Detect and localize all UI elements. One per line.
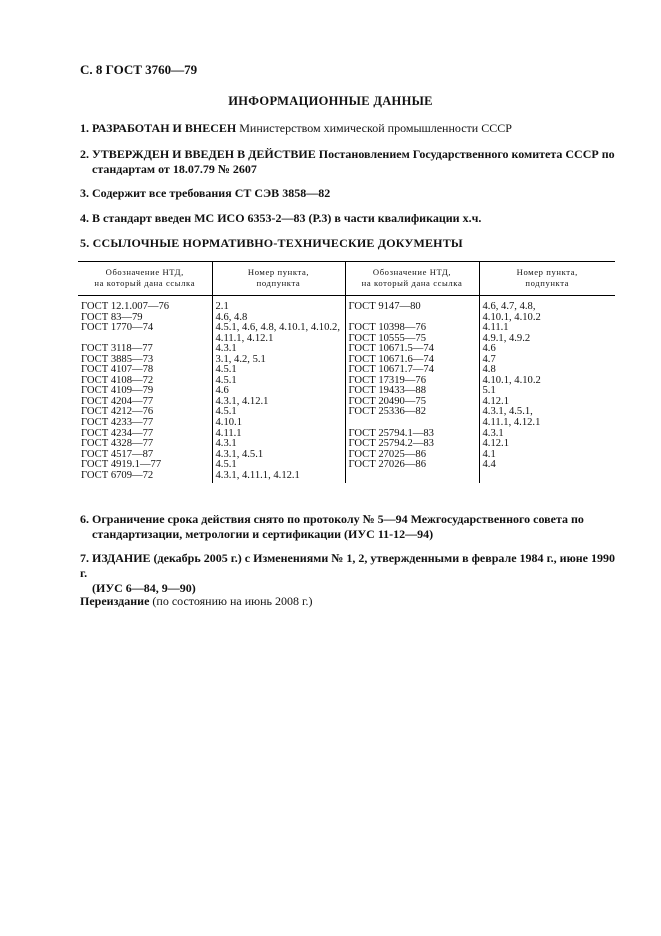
header-ntd: Обозначение НТД, на который дана ссылка bbox=[78, 262, 212, 296]
item-number: 2. bbox=[80, 147, 89, 161]
point-cell: 4.12.1 bbox=[479, 439, 615, 450]
ntd-cell: ГОСТ 19433—88 bbox=[345, 386, 479, 397]
point-cell: 4.11.1, 4.12.1 bbox=[212, 334, 345, 345]
page-header: С. 8 ГОСТ 3760—79 bbox=[80, 62, 198, 77]
ntd-cell: ГОСТ 4204—77 bbox=[81, 396, 154, 407]
ntd-cell: ГОСТ 4212—76 bbox=[81, 407, 154, 418]
item-bold-text: ИЗДАНИЕ bbox=[92, 551, 151, 565]
ntd-cell: ГОСТ 4233—77 bbox=[81, 418, 154, 429]
point-cell: 4.5.1 bbox=[212, 407, 345, 418]
ntd-cell bbox=[345, 471, 479, 484]
table-body bbox=[78, 296, 615, 484]
item-text: Министерством химической промышленности СССР bbox=[236, 121, 512, 135]
item-bold-text: УТВЕРЖДЕН И ВВЕДЕН В ДЕЙСТВИЕ bbox=[92, 147, 316, 161]
table-row bbox=[78, 313, 615, 324]
point-cell: 4.6 bbox=[479, 344, 615, 355]
section-title: ИНФОРМАЦИОННЫЕ ДАННЫЕ bbox=[228, 94, 433, 108]
table-row bbox=[78, 355, 615, 366]
item-text: Ограничение срока действия снято по протоколу № 5—94 Межгосударственного совета по bbox=[92, 512, 584, 526]
table-row bbox=[78, 460, 615, 471]
item-text-continuation: стандартам от 18.07.79 № 2607 bbox=[92, 162, 257, 176]
item-text-continuation: стандартизации, метрологии и сертификации (ИУС 11-12—94) bbox=[92, 527, 434, 541]
table-header-row bbox=[78, 262, 615, 296]
table-row bbox=[78, 418, 615, 429]
point-cell: 4.5.1 bbox=[212, 460, 345, 471]
ntd-cell: ГОСТ 10555—75 bbox=[345, 334, 479, 345]
point-cell: 4.10.1 bbox=[212, 418, 345, 429]
item-3 bbox=[80, 186, 615, 201]
item-number: 4. bbox=[80, 211, 89, 225]
ntd-cell: ГОСТ 10671.7—74 bbox=[345, 365, 479, 376]
ntd-cell: ГОСТ 6709—72 bbox=[81, 470, 154, 481]
ntd-cell: ГОСТ 83—79 bbox=[81, 312, 143, 323]
point-cell: 5.1 bbox=[479, 386, 615, 397]
table-row bbox=[78, 344, 615, 355]
ntd-cell: ГОСТ 3885—73 bbox=[81, 354, 154, 365]
ntd-cell: ГОСТ 4517—87 bbox=[81, 449, 154, 460]
ntd-cell: ГОСТ 27026—86 bbox=[345, 460, 479, 471]
ntd-cell: ГОСТ 10671.6—74 bbox=[345, 355, 479, 366]
point-cell: 4.11.1 bbox=[212, 429, 345, 440]
point-cell: 4.6 bbox=[212, 386, 345, 397]
item-text: Содержит все требования СТ СЭВ 3858—82 bbox=[92, 186, 331, 200]
point-cell: 4.4 bbox=[479, 460, 615, 471]
item-bold-text: ССЫЛОЧНЫЕ НОРМАТИВНО-ТЕХНИЧЕСКИЕ ДОКУМЕНТЫ bbox=[92, 236, 463, 250]
ntd-cell: ГОСТ 27025—86 bbox=[345, 450, 479, 461]
item-6 bbox=[80, 512, 615, 542]
point-cell: 4.12.1 bbox=[479, 397, 615, 408]
ntd-cell: ГОСТ 4109—79 bbox=[81, 386, 154, 397]
item-number: 3. bbox=[80, 186, 89, 200]
point-cell bbox=[479, 471, 615, 484]
references-table bbox=[78, 261, 615, 483]
point-cell: 4.10.1, 4.10.2 bbox=[479, 313, 615, 324]
ntd-cell: ГОСТ 4328—77 bbox=[81, 439, 154, 450]
table-row bbox=[78, 450, 615, 461]
table-row bbox=[78, 334, 615, 345]
ntd-cell: ГОСТ 9147—80 bbox=[345, 296, 479, 313]
point-cell: 4.10.1, 4.10.2 bbox=[479, 376, 615, 387]
table-row bbox=[78, 429, 615, 440]
item-number: 6. bbox=[80, 512, 89, 526]
ntd-cell bbox=[78, 334, 212, 345]
table-row bbox=[78, 323, 615, 334]
point-cell: 4.5.1 bbox=[212, 365, 345, 376]
table-row bbox=[78, 376, 615, 387]
table-row bbox=[78, 397, 615, 408]
table-row bbox=[78, 386, 615, 397]
point-cell: 4.9.1, 4.9.2 bbox=[479, 334, 615, 345]
table-row bbox=[78, 471, 615, 484]
ntd-cell: ГОСТ 25794.2—83 bbox=[345, 439, 479, 450]
ntd-cell: ГОСТ 4234—77 bbox=[81, 428, 154, 439]
ntd-cell: ГОСТ 1770—74 bbox=[81, 323, 154, 334]
header-ntd: Обозначение НТД, на который дана ссылка bbox=[345, 262, 479, 296]
ntd-cell: ГОСТ 20490—75 bbox=[345, 397, 479, 408]
item-text: Постановлением Государственного комитета СССР по bbox=[315, 147, 615, 161]
item-text-continuation: (ИУС 6—84, 9—90) bbox=[92, 581, 196, 595]
table-row bbox=[78, 407, 615, 418]
point-cell: 4.6, 4.7, 4.8, bbox=[479, 296, 615, 313]
point-cell: 4.5.1, 4.6, 4.8, 4.10.1, 4.10.2, bbox=[212, 323, 345, 334]
ntd-cell: ГОСТ 12.1.007—76 bbox=[81, 301, 170, 312]
point-cell: 4.1 bbox=[479, 450, 615, 461]
point-cell: 4.11.1, 4.12.1 bbox=[479, 418, 615, 429]
reissue-note bbox=[80, 594, 313, 609]
point-cell: 4.3.1 bbox=[212, 439, 345, 450]
point-cell: 4.5.1 bbox=[212, 376, 345, 387]
ntd-cell: ГОСТ 10398—76 bbox=[345, 323, 479, 334]
point-cell: 4.3.1, 4.5.1, bbox=[479, 407, 615, 418]
ntd-cell: ГОСТ 3118—77 bbox=[81, 344, 153, 355]
table-row bbox=[78, 439, 615, 450]
ntd-cell: ГОСТ 4108—72 bbox=[81, 375, 154, 386]
item-4 bbox=[80, 211, 615, 226]
item-1 bbox=[80, 121, 615, 136]
point-cell: 4.3.1 bbox=[212, 344, 345, 355]
table-row bbox=[78, 365, 615, 376]
point-cell: 4.3.1, 4.12.1 bbox=[212, 397, 345, 408]
point-cell: 4.3.1, 4.5.1 bbox=[212, 450, 345, 461]
item-number: 1. bbox=[80, 121, 89, 135]
header-point: Номер пункта, подпункта bbox=[479, 262, 615, 296]
ntd-cell: ГОСТ 4919.1—77 bbox=[81, 460, 162, 471]
ntd-cell bbox=[345, 418, 479, 429]
ntd-cell: ГОСТ 17319—76 bbox=[345, 376, 479, 387]
point-cell: 4.3.1 bbox=[479, 429, 615, 440]
ntd-cell: ГОСТ 25794.1—83 bbox=[345, 429, 479, 440]
item-2 bbox=[80, 147, 615, 177]
item-7 bbox=[80, 551, 615, 596]
point-cell: 4.7 bbox=[479, 355, 615, 366]
reissue-text: (по состоянию на июнь 2008 г.) bbox=[149, 594, 313, 608]
header-point: Номер пункта, подпункта bbox=[212, 262, 345, 296]
point-cell: 2.1 bbox=[212, 296, 345, 313]
point-cell: 4.8 bbox=[479, 365, 615, 376]
point-cell: 3.1, 4.2, 5.1 bbox=[212, 355, 345, 366]
item-number: 7. bbox=[80, 551, 89, 565]
item-text: В стандарт введен МС ИСО 6353-2—83 (Р.3) в части квалификации х.ч. bbox=[92, 211, 482, 225]
ntd-cell bbox=[345, 313, 479, 324]
table-row bbox=[78, 296, 615, 313]
point-cell: 4.6, 4.8 bbox=[212, 313, 345, 324]
item-number: 5. bbox=[80, 236, 90, 250]
ntd-cell: ГОСТ 4107—78 bbox=[81, 365, 154, 376]
ntd-cell: ГОСТ 25336—82 bbox=[345, 407, 479, 418]
item-5 bbox=[80, 236, 615, 251]
point-cell: 4.11.1 bbox=[479, 323, 615, 334]
ntd-cell: ГОСТ 10671.5—74 bbox=[345, 344, 479, 355]
reissue-label: Переиздание bbox=[80, 594, 150, 608]
item-text: (декабрь 2005 г.) с Изменениями № 1, 2, утвержденными в феврале 1984 г., июне 1990 г. bbox=[80, 551, 615, 580]
item-bold-text: РАЗРАБОТАН И ВНЕСЕН bbox=[92, 121, 237, 135]
point-cell: 4.3.1, 4.11.1, 4.12.1 bbox=[212, 471, 345, 484]
